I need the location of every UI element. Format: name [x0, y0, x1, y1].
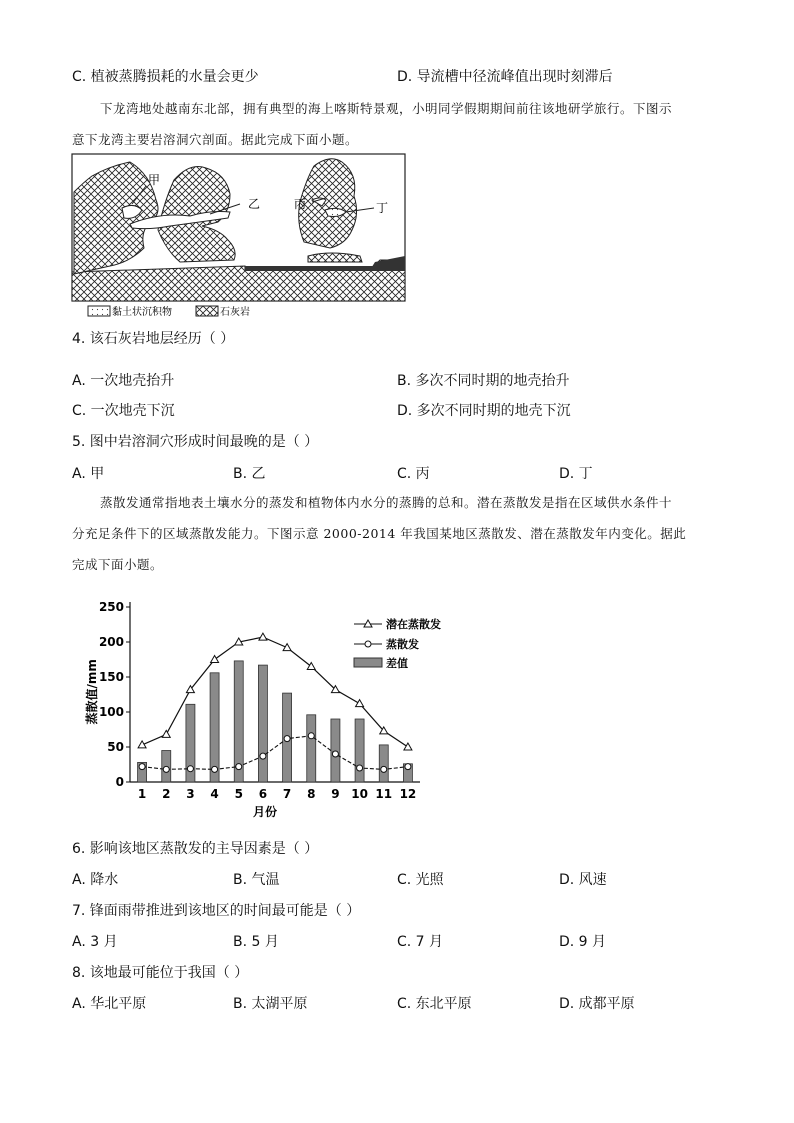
intro-1-line-2: 意下龙湾主要岩溶洞穴剖面。据此完成下面小题。: [72, 132, 359, 147]
bar-difference-11: [379, 745, 388, 782]
point-actual-12: [405, 764, 411, 770]
legend-diff-label: 差值: [386, 657, 408, 670]
line-potential-evapotranspiration: [142, 637, 408, 747]
y-tick-label: 250: [98, 600, 124, 614]
bar-difference-10: [355, 719, 364, 782]
q8-option-d: D. 成都平原: [559, 996, 635, 1012]
point-potential-6: [259, 633, 267, 640]
q4-option-b: B. 多次不同时期的地壳抬升: [397, 373, 570, 389]
x-axis-label: 月份: [252, 805, 278, 819]
x-tick-label: 2: [162, 787, 171, 801]
q7-option-d: D. 9 月: [559, 934, 607, 950]
point-potential-4: [211, 656, 219, 663]
point-actual-3: [187, 766, 193, 772]
x-tick-label: 8: [307, 787, 316, 801]
option-c-prev: C. 植被蒸腾损耗的水量会更少: [72, 69, 259, 85]
y-axis-label: 蒸散值/mm: [85, 659, 99, 725]
line-actual-evapotranspiration: [142, 736, 408, 770]
option-d-prev: D. 导流槽中径流峰值出现时刻滞后: [397, 69, 613, 85]
point-actual-1: [139, 764, 145, 770]
x-tick-label: 5: [234, 787, 243, 801]
q6-option-c: C. 光照: [397, 872, 444, 888]
q8-option-a: A. 华北平原: [72, 996, 147, 1012]
legend-actual-label: 蒸散发: [386, 638, 419, 651]
q4-option-c: C. 一次地壳下沉: [72, 403, 175, 419]
q6-option-b: B. 气温: [233, 872, 280, 888]
point-actual-6: [260, 753, 266, 759]
evapotranspiration-chart: [82, 592, 462, 824]
point-potential-7: [283, 644, 291, 651]
point-actual-4: [212, 766, 218, 772]
q6-option-a: A. 降水: [72, 872, 119, 888]
q5-option-b: B. 乙: [233, 466, 266, 482]
y-tick-label: 100: [98, 705, 124, 719]
label-jia: 甲: [148, 173, 161, 187]
bar-difference-6: [258, 665, 267, 782]
x-tick-label: 6: [258, 787, 268, 801]
legend-potential-label: 潜在蒸散发: [386, 618, 441, 631]
x-tick-label: 9: [331, 787, 340, 801]
q8-option-c: C. 东北平原: [397, 996, 472, 1012]
point-actual-11: [381, 766, 387, 772]
point-potential-2: [162, 730, 170, 737]
bar-difference-8: [307, 715, 316, 782]
x-tick-label: 1: [137, 787, 147, 801]
q4-option-d: D. 多次不同时期的地壳下沉: [397, 403, 571, 419]
q5-stem: 5. 图中岩溶洞穴形成时间最晚的是（ ）: [72, 434, 319, 450]
point-actual-2: [163, 766, 169, 772]
label-ding: 丁: [376, 201, 389, 215]
point-actual-5: [236, 764, 242, 770]
q8-option-b: B. 太湖平原: [233, 996, 308, 1012]
q7-option-c: C. 7 月: [397, 934, 444, 950]
legend-clay-label: 黏土状沉积物: [112, 307, 172, 318]
label-bing: 丙: [294, 197, 307, 211]
point-potential-1: [138, 741, 146, 748]
x-tick-label: 7: [282, 787, 292, 801]
intro-2-line-2: 分充足条件下的区域蒸散发能力。下图示意 2000-2014 年我国某地区蒸散发、潜在蒸散发年内变化。据此: [72, 526, 687, 541]
intro-paragraph-1: [72, 93, 722, 155]
legend-clay-swatch: [88, 306, 110, 316]
intro-2-line-1: 蒸散发通常指地表土壤水分的蒸发和植物体内水分的蒸腾的总和。潜在蒸散发是指在区域供水条件十: [100, 495, 673, 510]
intro-2-line-3: 完成下面小题。: [72, 557, 164, 572]
legend-limestone-label: 石灰岩: [220, 307, 250, 318]
x-tick-label: 4: [210, 787, 219, 801]
q7-option-a: A. 3 月: [72, 934, 118, 950]
legend-actual-marker: [365, 641, 371, 647]
q4-stem: 4. 该石灰岩地层经历（ ）: [72, 331, 235, 347]
q8-stem: 8. 该地最可能位于我国（ ）: [72, 965, 249, 981]
legend-limestone-swatch: [196, 306, 218, 316]
label-yi: 乙: [248, 197, 261, 211]
q5-option-d: D. 丁: [559, 466, 593, 482]
q7-stem: 7. 锋面雨带推进到该地区的时间最可能是（ ）: [72, 903, 361, 919]
y-tick-label: 200: [98, 635, 124, 649]
x-tick-label: 11: [375, 787, 393, 801]
point-actual-8: [308, 733, 314, 739]
y-tick-label: 50: [107, 740, 124, 754]
q6-stem: 6. 影响该地区蒸散发的主导因素是（ ）: [72, 841, 319, 857]
q7-option-b: B. 5 月: [233, 934, 279, 950]
q5-option-a: A. 甲: [72, 466, 105, 482]
chart-legend: [354, 617, 441, 670]
q4-option-a: A. 一次地壳抬升: [72, 373, 175, 389]
intro-1-line-1: 下龙湾地处越南东北部，拥有典型的海上喀斯特景观，小明同学假期期间前往该地研学旅行。下图示: [100, 101, 673, 116]
x-tick-label: 12: [399, 787, 417, 801]
point-potential-12: [404, 743, 412, 750]
legend-diff-swatch: [354, 658, 382, 667]
cave-section-diagram: [70, 152, 410, 322]
x-tick-label: 10: [351, 787, 368, 801]
y-tick-label: 0: [115, 775, 124, 789]
point-actual-10: [357, 765, 363, 771]
q6-option-d: D. 风速: [559, 872, 607, 888]
point-actual-9: [332, 751, 338, 757]
bar-difference-4: [210, 673, 219, 782]
point-actual-7: [284, 736, 290, 742]
x-tick-label: 3: [186, 787, 195, 801]
intro-paragraph-2: [72, 487, 722, 580]
point-potential-10: [356, 700, 364, 707]
q5-option-c: C. 丙: [397, 466, 430, 482]
y-tick-label: 150: [98, 670, 124, 684]
